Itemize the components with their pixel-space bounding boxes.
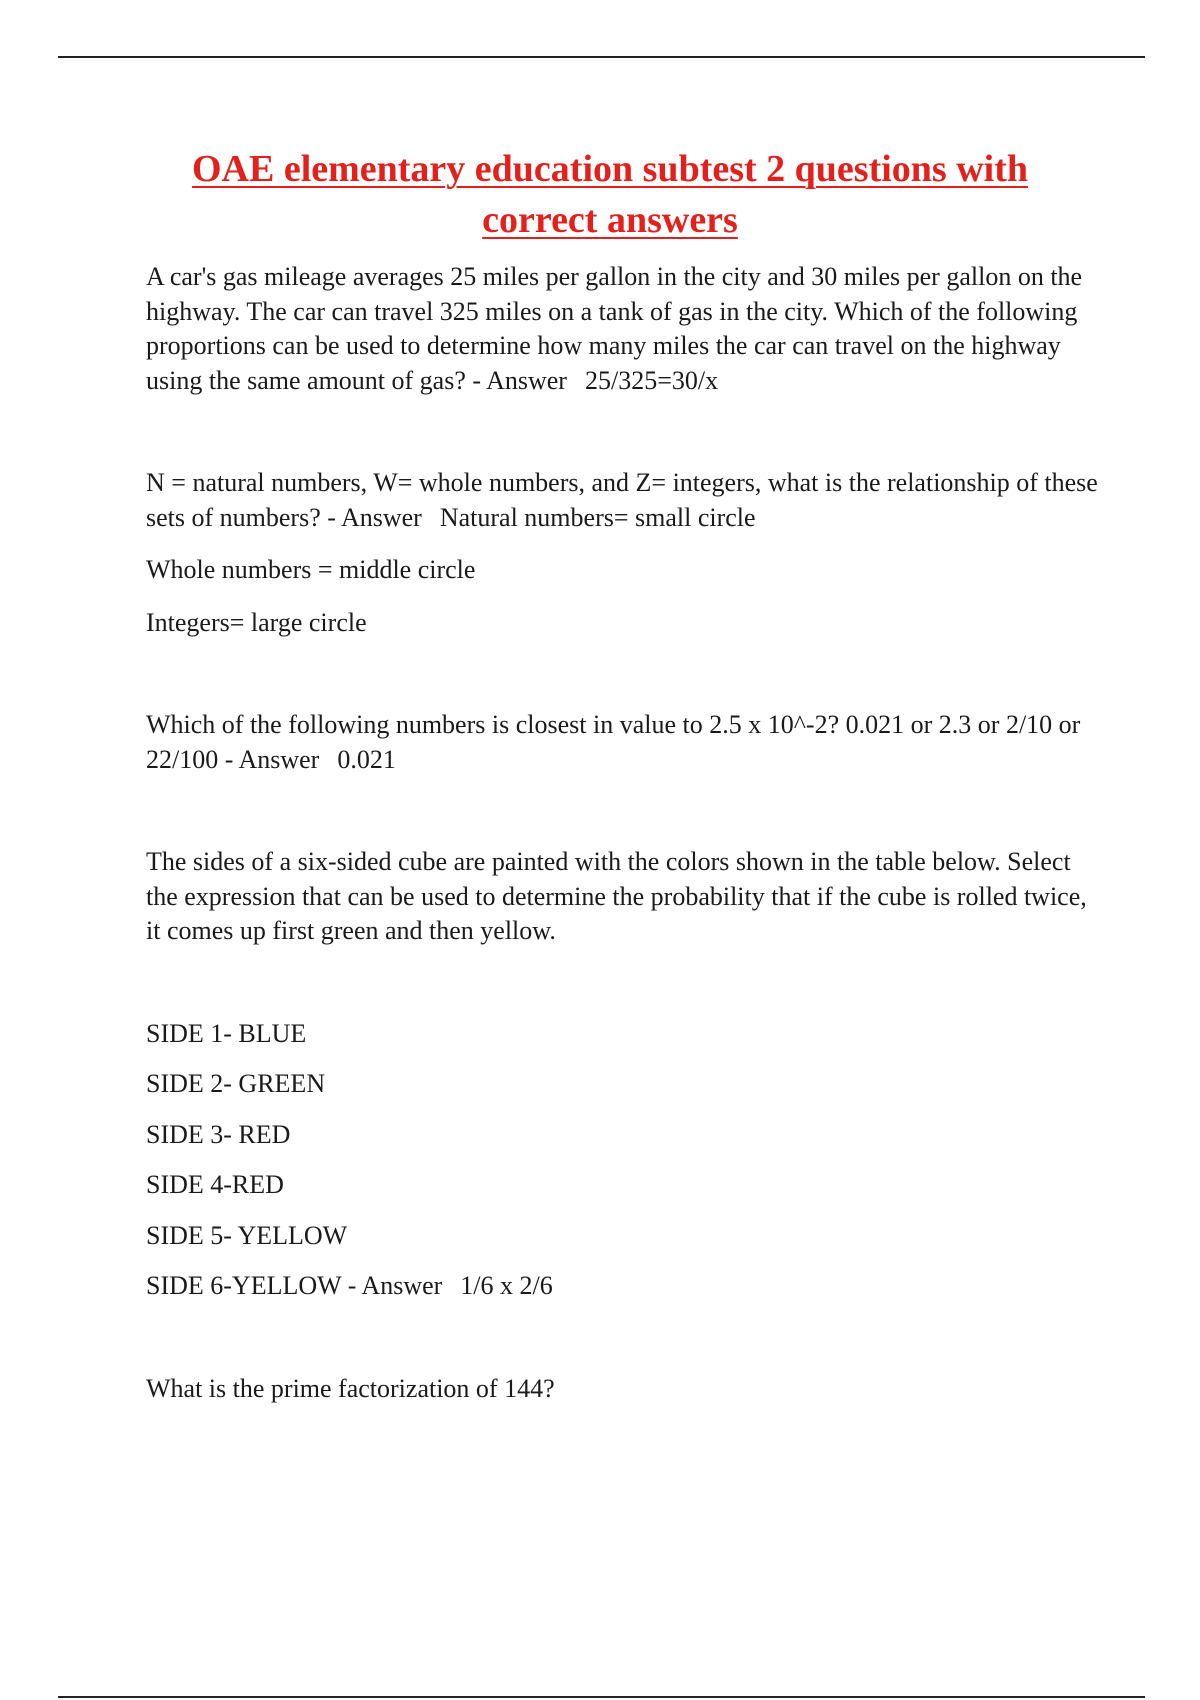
title-line-2: correct answers	[482, 199, 738, 241]
answer-label: - Answer	[327, 502, 422, 532]
cube-side: SIDE 2- GREEN	[146, 1069, 326, 1098]
question-2	[146, 466, 1101, 535]
cube-side: SIDE 4-RED	[146, 1170, 284, 1199]
cube-side-6: SIDE 6-YELLOW	[146, 1271, 342, 1300]
question-3-text: Which of the following numbers is closest in value to 2.5 x 10^-2? 0.021 or 2.3 or 2/10 or 22/100	[146, 710, 1081, 774]
question-2-answer: Natural numbers= small circle	[439, 502, 756, 532]
answer-label: - Answer	[224, 744, 320, 774]
document-title	[110, 144, 1110, 246]
question-1	[146, 260, 1101, 398]
question-1-text: A car's gas mileage averages 25 miles per gallon in the city and 30 miles per gallon on the highway. The car can travel 325 miles on a tank of gas in the city. Which of the following proportions can be used to determine how many miles the car can travel on the highway using the same amount of gas?	[146, 262, 1083, 395]
cube-side-last	[146, 1269, 1101, 1304]
question-4: The sides of a six-sided cube are painted with the colors shown in the table below. Select the expression that can be used to determine the probability that if the cube is rolled twice, it comes up first green and then yellow.	[146, 847, 1087, 945]
footer-rule	[58, 1696, 1145, 1698]
question-2-text: N = natural numbers, W= whole numbers, and Z= integers, what is the relationship of these sets of numbers?	[146, 468, 1098, 532]
cube-side: SIDE 5- YELLOW	[146, 1220, 348, 1250]
header-rule	[58, 56, 1145, 58]
question-3-answer: 0.021	[337, 744, 396, 774]
answer-label: - Answer	[347, 1271, 443, 1300]
cube-side: SIDE 3- RED	[146, 1119, 291, 1149]
title-line-1: OAE elementary education subtest 2 questions with	[191, 148, 1029, 190]
question-3	[146, 708, 1101, 777]
question-4-answer: 1/6 x 2/6	[460, 1271, 553, 1300]
cube-side: SIDE 1- BLUE	[146, 1018, 307, 1048]
question-5: What is the prime factorization of 144?	[146, 1373, 555, 1403]
question-2-answer-line: Whole numbers = middle circle	[146, 555, 476, 584]
answer-label: - Answer	[472, 365, 567, 395]
question-1-answer: 25/325=30/x	[584, 365, 719, 395]
question-2-answer-line: Integers= large circle	[146, 607, 367, 637]
document-body	[146, 260, 1101, 1406]
